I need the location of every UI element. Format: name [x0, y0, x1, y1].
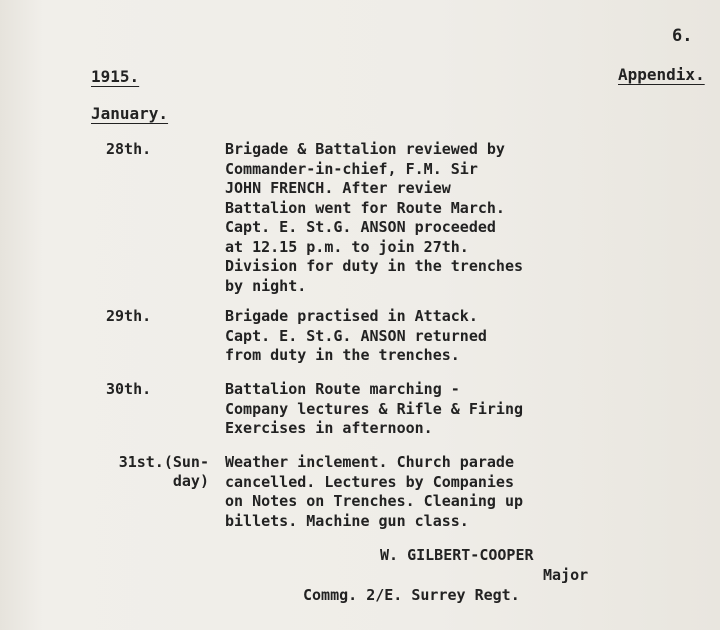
entry-line: on Notes on Trenches. Cleaning up — [225, 492, 524, 510]
entry-line: at 12.15 p.m. to join 27th. — [225, 237, 469, 256]
entry-line: billets. Machine gun class. — [225, 511, 469, 530]
entry-line: Company lectures & Rifle & Firing — [225, 399, 524, 418]
signature-rank: Major — [543, 566, 589, 584]
entry-date — [106, 307, 151, 326]
entry-date — [91, 453, 209, 491]
entry-text — [225, 307, 625, 366]
entry-date-line: 30th. — [106, 380, 152, 398]
entry-date — [106, 380, 151, 399]
entry-line: Capt. E. St.G. ANSON proceeded — [225, 218, 496, 236]
entry-text — [225, 140, 625, 296]
entry-line: Capt. E. St.G. ANSON returned — [225, 326, 487, 345]
entry-line: by night. — [225, 276, 307, 295]
entry-line: Commander-in-chief, F.M. Sir — [225, 159, 478, 178]
entry-text — [225, 453, 625, 531]
entry-line: Battalion Route marching - — [225, 380, 460, 398]
entry-date-line: 31st.(Sun- — [118, 453, 209, 471]
entry-line: Battalion went for Route March. — [225, 198, 505, 217]
entry-line: from duty in the trenches. — [225, 346, 460, 364]
signature-unit: Commg. 2/E. Surrey Regt. — [303, 586, 520, 604]
entry-line: Brigade practised in Attack. — [225, 307, 478, 325]
entry-date-line: 28th. — [106, 140, 152, 158]
entry-text — [225, 380, 625, 439]
entry-line: Exercises in afternoon. — [225, 419, 433, 437]
page-number: 6. — [672, 26, 693, 46]
appendix-heading: Appendix. — [618, 65, 705, 84]
entry-date-line: day) — [172, 472, 209, 490]
entry-date-line: 29th. — [106, 307, 152, 325]
entry-line: JOHN FRENCH. After review — [225, 179, 451, 197]
entry-line: Division for duty in the trenches — [225, 257, 524, 275]
entry-date — [106, 140, 151, 159]
signature-name: W. GILBERT-COOPER — [380, 546, 534, 564]
entry-line: Brigade & Battalion reviewed by — [225, 140, 505, 158]
year-heading: 1915. — [91, 67, 140, 86]
entry-line: Weather inclement. Church parade — [225, 453, 514, 471]
month-heading: January. — [91, 104, 169, 123]
entry-line: cancelled. Lectures by Companies — [225, 472, 514, 491]
